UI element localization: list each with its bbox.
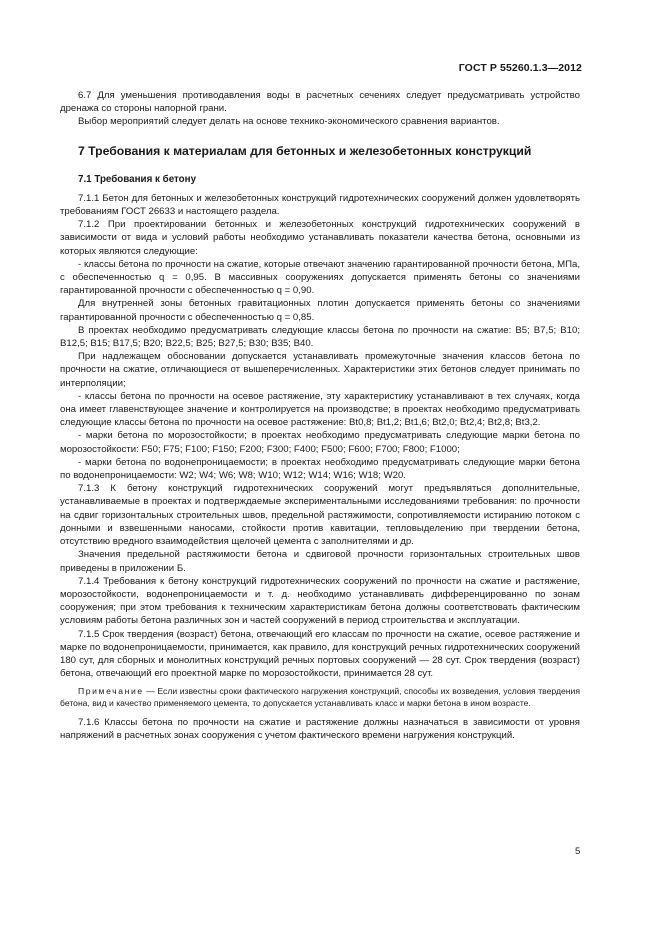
note-block xyxy=(60,686,580,710)
document-body xyxy=(60,89,580,742)
section-7-1-title: 7.1 Требования к бетону xyxy=(78,173,197,185)
paragraph-7-1-1: 7.1.1 Бетон для бетонных и железобетонных конструкций гидротехнических сооружений должен удовлетворять требованиям ГОСТ 26633 и настоящего раздела. xyxy=(60,192,580,218)
document-header: ГОСТ Р 55260.1.3—2012 xyxy=(458,62,582,74)
paragraph-7-1-3: 7.1.3 К бетону конструкций гидротехнических сооружений могут предъявляться дополнительные, устанавливаемые в проектах и подтверждаемые экспериментальными исследованиями требования: по прочности на сдвиг горизонтальных строительных швов, предельной растяжимости, сопротивляемости истиранию потоком с донными и взвешенными наносами, стойкости против кавитации, тепловыделению при твердении бетона, отсутствию вредного взаимодействия щелочей цемента с заполнителями и др. xyxy=(60,483,580,548)
paragraph-7-1-5: 7.1.5 Срок твердения (возраст) бетона, отвечающий его классам по прочности на сжатие, осевое растяжение и марке по водонепроницаемости, принимается, как правило, для конструкций речных гидротехнических сооружений 180 сут, для сборных и монолитных конструкций речных портовых сооружений — 28 сут. Срок твердения (возраст) бетона, отвечающий его проектной марке по морозостойкости, принимается 28 сут. xyxy=(60,628,580,680)
paragraph-compression-classes: - классы бетона по прочности на сжатие, которые отвечают значению гарантированной прочности бетона, МПа, с обеспеченностью q = 0,95. В массивных сооружениях допускается применять бетоны со значениями гарантированной прочности с обеспеченностью q = 0,90. xyxy=(60,258,580,297)
paragraph-frost-grades: - марки бетона по морозостойкости; в проектах необходимо предусматривать следующие марки бетона по морозостойкости: F50; F75; F100; F150; F200; F300; F400; F500; F600; F700; F800; F1000; xyxy=(60,430,580,455)
paragraph-6-7: 6.7 Для уменьшения противодавления воды в расчетных сечениях следует предусматривать устройство дренажа со стороны напорной грани. xyxy=(60,90,580,115)
paragraph-water-grades: - марки бетона по водонепроницаемости; в проектах необходимо предусматривать следующие марки бетона по водонепроницаемости: W2; W4; W6; W8; W10; W12; W14; W16; W18; W20. xyxy=(60,456,580,482)
paragraph-inner-zone: Для внутренней зоны бетонных гравитационных плотин допускается применять бетоны со значениями гарантированной прочности с обеспеченностью q = 0,85. xyxy=(60,298,580,323)
paragraph-7-1-2: 7.1.2 При проектировании бетонных и железобетонных конструкций гидротехнических сооружений в зависимости от вида и условий работы необходимо устанавливать показатели качества бетона, основными из которых являются следующие: xyxy=(60,219,580,257)
paragraph-class-list: В проектах необходимо предусматривать следующие классы бетона по прочности на сжатие: В5; В7,5; В10; В12,5; В15; В17,5; В20; В22,5; В25; В27,5; В30; В35; В40. xyxy=(60,324,580,350)
paragraph-7-1-6: 7.1.6 Классы бетона по прочности на сжатие и растяжение должны назначаться в зависимости от уровня напряжений в расчетных зонах сооружения с учетом фактического времени нагружения конструкций. xyxy=(60,716,580,742)
page-number: 5 xyxy=(575,846,581,857)
paragraph-tension-classes: - классы бетона по прочности на осевое растяжение, эту характеристику устанавливают в тех случаях, когда она имеет главенствующее значение и контролируется на производстве; в проектах необходимо предусматривать следующие классы бетона по прочности на осевое растяжение: Bt0,8; Bt1,2; Bt1,6; Bt2,0; Bt2,4; Bt2,8; Bt3,2. xyxy=(60,390,580,429)
paragraph-7-1-4: 7.1.4 Требования к бетону конструкций гидротехнических сооружений по прочности на сжатие и растяжение, морозостойкости, водонепроницаемости и т. д. необходимо устанавливать дифференцированно по зонам сооружения; при этом требования к техническим характеристикам бетона должны соответствовать фактическим условиям работы бетона различных зон и частей сооружений в период строительства и эксплуатации. xyxy=(60,575,580,627)
section-7-title: 7 Требования к материалам для бетонных и железобетонных конструкций xyxy=(78,143,532,158)
paragraph-interpolation: При надлежащем обосновании допускается устанавливать промежуточные значения классов бетона по прочности на сжатие, отличающиеся от вышеперечисленных. Характеристики этих бетонов следует принимать по интерполяции; xyxy=(60,351,580,389)
paragraph-6-7-continued: Выбор мероприятий следует делать на основе технико-экономического сравнения вариантов. xyxy=(78,116,500,128)
paragraph-appendix-ref: Значения предельной растяжимости бетона и сдвиговой прочности горизонтальных строительных швов приведены в приложении Б. xyxy=(60,549,580,574)
note-label: Примечание xyxy=(78,686,144,697)
note-text: — Если известны сроки фактического нагружения конструкций, способы их возведения, условия твердения бетона, вид и качество применяемого цемента, то допускается устанавливать класс и марки бетона в ином возрасте. xyxy=(60,686,580,709)
